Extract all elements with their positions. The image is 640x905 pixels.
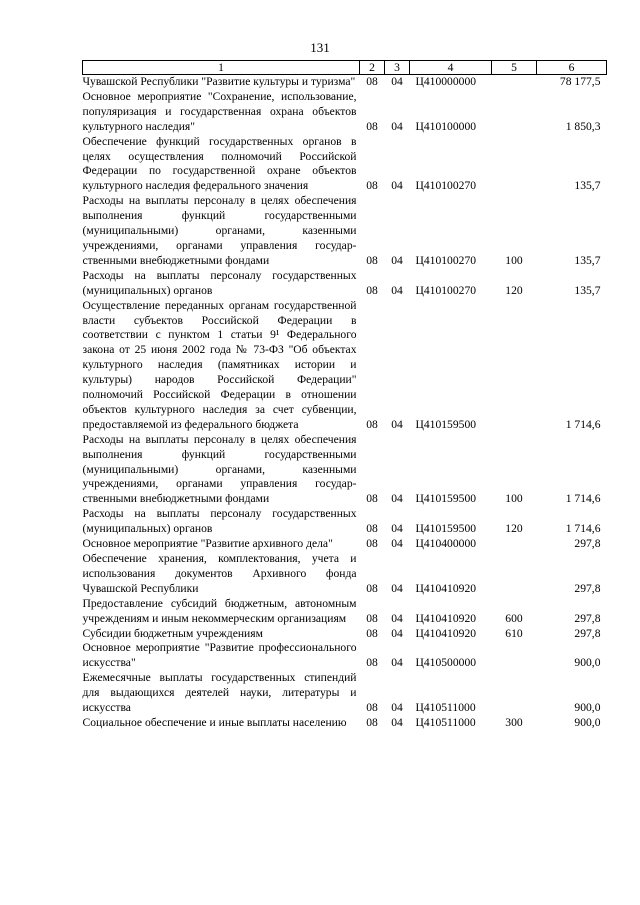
row-subsection-code: 04 (391, 179, 403, 193)
table-row (83, 597, 607, 627)
row-section-code: 08 (366, 522, 378, 536)
table-row (83, 135, 607, 195)
row-target-article: Ц410100270 (415, 253, 477, 267)
row-description: Основное мероприятие "Развитие архивного дела" (82, 537, 333, 551)
row-section-code: 08 (366, 537, 378, 551)
row-expense-type (492, 135, 537, 195)
table-row (83, 507, 607, 537)
row-subsection-code: 04 (391, 75, 403, 88)
row-amount: 297,8 (574, 611, 601, 625)
row-subsection-code: 04 (391, 492, 403, 506)
row-expense-type (492, 90, 537, 135)
row-target-article: Ц410511000 (415, 701, 476, 715)
row-expense-type (492, 671, 537, 716)
row-section-code: 08 (366, 417, 378, 431)
row-expense-type: 120 (505, 522, 523, 536)
row-subsection-code: 04 (391, 253, 403, 267)
row-amount: 900,0 (574, 715, 601, 729)
row-expense-type: 610 (505, 626, 523, 640)
table-row (83, 627, 607, 642)
row-section-code: 08 (366, 715, 378, 729)
row-description: Социальное обеспечение и иные выплаты населению (82, 715, 347, 729)
row-expense-type (492, 552, 537, 597)
row-description: Расходы на выплаты персоналу в целях обеспечения выполнения функций государственными (муниципальными) органами, казенными учреждениями, органами управления государственными внебюджетными фондами (82, 432, 357, 506)
row-target-article: Ц410100000 (415, 119, 477, 133)
row-target-article: Ц410000000 (415, 75, 477, 88)
row-expense-type (492, 641, 537, 671)
table-row (83, 716, 607, 731)
table-row (83, 671, 607, 716)
row-subsection-code: 04 (391, 581, 403, 595)
row-section-code: 08 (366, 581, 378, 595)
row-description: Расходы на выплаты персоналу государственных (муниципальных) органов (82, 268, 357, 297)
row-subsection-code: 04 (391, 119, 403, 133)
row-section-code: 08 (366, 75, 378, 88)
budget-table (82, 60, 607, 731)
table-row (83, 641, 607, 671)
row-section-code: 08 (366, 701, 378, 715)
table-row (83, 90, 607, 135)
row-subsection-code: 04 (391, 537, 403, 551)
page-number: 131 (310, 40, 330, 55)
row-subsection-code: 04 (391, 417, 403, 431)
row-description: Основное мероприятие "Развитие профессионального искусства" (82, 641, 357, 670)
row-target-article: Ц410511000 (415, 715, 476, 729)
table-row (83, 552, 607, 597)
row-amount: 900,0 (574, 701, 601, 715)
row-subsection-code: 04 (391, 715, 403, 729)
table-row (83, 269, 607, 299)
row-expense-type: 100 (505, 492, 523, 506)
row-section-code: 08 (366, 179, 378, 193)
table-row (83, 194, 607, 269)
row-amount: 135,7 (574, 253, 601, 267)
row-amount: 1 714,6 (565, 492, 601, 506)
header-col-4: 4 (410, 61, 492, 75)
table-row (83, 299, 607, 433)
row-amount: 1 714,6 (565, 522, 601, 536)
row-expense-type (492, 299, 537, 433)
row-section-code: 08 (366, 656, 378, 670)
row-target-article: Ц410100270 (415, 283, 477, 297)
row-section-code: 08 (366, 626, 378, 640)
row-target-article: Ц410159500 (415, 522, 477, 536)
table-row (83, 537, 607, 552)
row-expense-type: 100 (505, 253, 523, 267)
row-description: Расходы на выплаты персоналу государственных (муниципальных) органов (82, 507, 357, 536)
row-section-code: 08 (366, 253, 378, 267)
row-target-article: Ц410100270 (415, 179, 477, 193)
row-section-code: 08 (366, 119, 378, 133)
header-col-6: 6 (537, 61, 607, 75)
row-subsection-code: 04 (391, 522, 403, 536)
row-subsection-code: 04 (391, 283, 403, 297)
row-target-article: Ц410410920 (415, 611, 477, 625)
row-target-article: Ц410400000 (415, 537, 477, 551)
header-col-2: 2 (360, 61, 385, 75)
row-subsection-code: 04 (391, 701, 403, 715)
row-expense-type: 600 (505, 611, 523, 625)
table-body (83, 75, 607, 731)
header-col-3: 3 (385, 61, 410, 75)
row-description: Обеспечение функций государственных органов в целях осуществления полномочий Российской Федерации по государственной охране объектов культурного наследия федерального значения (82, 134, 357, 193)
row-expense-type: 300 (505, 715, 523, 729)
row-amount: 135,7 (574, 283, 601, 297)
row-target-article: Ц410500000 (415, 656, 477, 670)
row-description: Чувашской Республики "Развитие культуры и туризма" (82, 75, 356, 88)
table-header (83, 61, 607, 75)
row-target-article: Ц410410920 (415, 626, 477, 640)
row-amount: 1 850,3 (565, 119, 601, 133)
row-description: Субсидии бюджетным учреждениям (82, 626, 263, 640)
row-description: Расходы на выплаты персоналу в целях обеспечения выполнения функций государственными (муниципальными) органами, казенными учреждениями, органами управления государственными внебюджетными фондами (82, 194, 357, 267)
row-expense-type (492, 537, 537, 552)
row-description: Осуществление переданных органам государственной власти субъектов Российской Федерации в соответствии с пунктом 1 статьи 9¹ Федерального закона от 25 июня 2002 года № 73-ФЗ "Об объектах культурного наследия (памятниках истории и культуры) народов Российской Федерации" полномочий Российской Федерации в отношении объектов культурного наследия за счет субвенции, предоставляемой из федерального бюджета (82, 298, 357, 431)
row-subsection-code: 04 (391, 626, 403, 640)
row-amount: 1 714,6 (565, 417, 601, 431)
row-description: Основное мероприятие "Сохранение, использование, популяризация и государственная охрана объектов культурного наследия" (82, 89, 357, 133)
row-section-code: 08 (366, 492, 378, 506)
row-amount: 900,0 (574, 656, 601, 670)
header-row (83, 61, 607, 75)
row-section-code: 08 (366, 283, 378, 297)
row-subsection-code: 04 (391, 611, 403, 625)
row-description: Ежемесячные выплаты государственных стипендий для выдающихся деятелей науки, литературы и искусства (82, 671, 357, 715)
table-row (83, 75, 607, 90)
header-col-5: 5 (492, 61, 537, 75)
row-amount: 135,7 (574, 179, 601, 193)
row-amount: 297,8 (574, 626, 601, 640)
row-section-code: 08 (366, 611, 378, 625)
row-target-article: Ц410159500 (415, 417, 477, 431)
row-amount: 297,8 (574, 581, 601, 595)
row-target-article: Ц410410920 (415, 581, 477, 595)
row-expense-type: 120 (505, 283, 523, 297)
row-description: Обеспечение хранения, комплектования, учета и использования документов Архивного фонда Чувашской Республики (82, 552, 357, 595)
row-target-article: Ц410159500 (415, 492, 477, 506)
row-amount: 297,8 (574, 537, 601, 551)
header-col-1: 1 (83, 61, 360, 75)
row-amount: 78 177,5 (559, 75, 601, 88)
row-expense-type (492, 75, 537, 90)
row-description: Предоставление субсидий бюджетным, автономным учреждениям и иным некоммерческим организациям (82, 596, 357, 625)
row-subsection-code: 04 (391, 656, 403, 670)
table-row (83, 433, 607, 508)
